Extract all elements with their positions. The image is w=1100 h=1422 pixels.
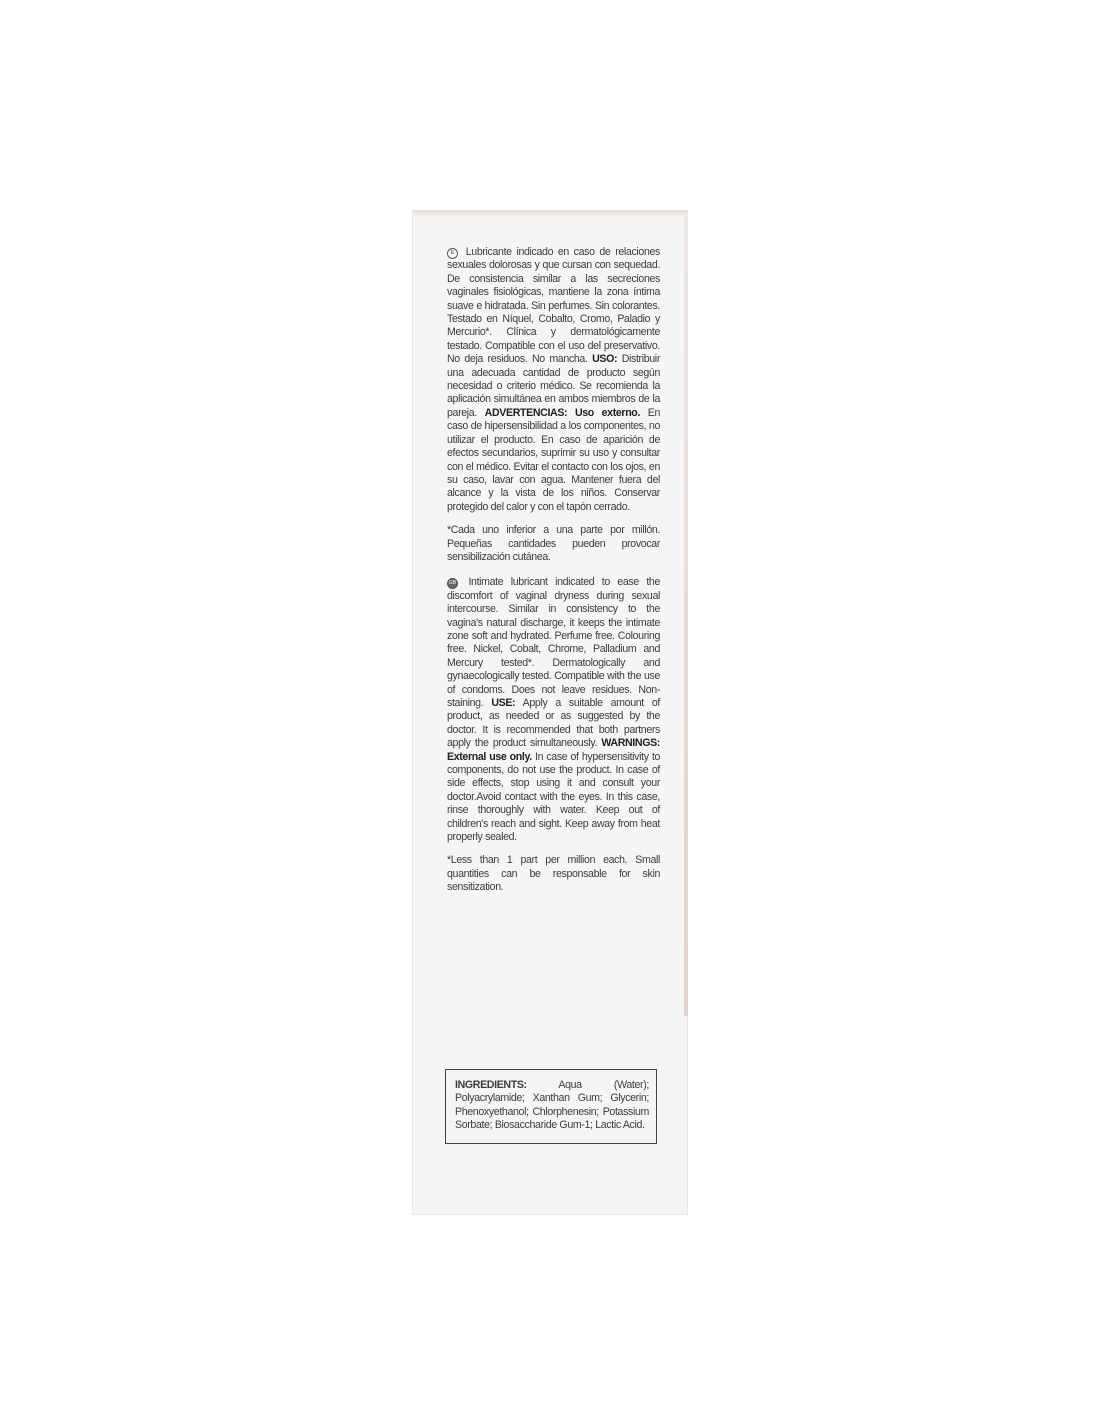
box-top-edge (412, 210, 688, 216)
english-use-text: Apply a suitable amount of product, as needed or as suggested by the doctor. It is recommended that both partners apply the product simultaneously. (447, 697, 661, 750)
spanish-footnote: *Cada uno inferior a una parte por millón. Pequeñas cantidades pueden provocar sensibilización cutánea. (447, 524, 660, 563)
english-use-label: USE: (491, 697, 516, 709)
english-warnings-text: In case of hypersensitivity to components, do not use the product. In case of side effects, stop using it and consult your doctor.Avoid contact with the eyes. In this case, rinse thoroughly with water. Keep out of children's reach and sight. Keep away from heat properly sealed. (447, 750, 660, 844)
spanish-warnings-label: ADVERTENCIAS: Uso externo. (484, 406, 641, 419)
english-warnings-label: WARNINGS: External use only. (447, 737, 660, 763)
ingredients-text: Aqua (Water); Polyacrylamide; Xanthan Gum; Glycerin; Phenoxyethanol; Chlorphenesin; Potassium Sorbate; Biosaccharide Gum-1; Lactic Acid. (455, 1079, 649, 1132)
spain-flag-icon: E (447, 248, 458, 259)
spanish-use-label: USO: (592, 353, 618, 366)
ingredients-label: INGREDIENTS: (455, 1079, 527, 1091)
english-footnote: *Less than 1 part per million each. Small quantities can be responsable for skin sensitization. (447, 854, 660, 894)
spanish-warnings-text: En caso de hipersensibilidad a los componentes, no utilizar el producto. En caso de aparición de efectos secundarios, suprimir su uso y consultar con el médico. Evitar el contacto con los ojos, en su caso, lavar con agua. Mantener fuera del alcance y la vista de los niños. Conservar protegido del calor y con el tapón cerrado. (447, 406, 661, 513)
english-intro: Intimate lubricant indicated to ease the discomfort of vaginal dryness during sexual intercourse. Similar in consistency to the vagina's natural discharge, it keeps the intimate zone soft and hydrated. Perfume free. Colouring free. Nickel, Cobalt, Chrome, Palladium and Mercury tested*. Dermatologically and gynaecologically tested. Compatible with the use of condoms. Does not leave residues. Non-staining. (447, 576, 660, 709)
spanish-use-text: Distribuir una adecuada cantidad de producto según necesidad o criterio médico. Se recomienda la aplicación simultánea en ambos miembros de la pareja. (447, 353, 660, 419)
english-description (447, 576, 660, 844)
ingredients-box (445, 1069, 657, 1144)
spanish-intro: Lubricante indicado en caso de relaciones sexuales dolorosas y que cursan con sequedad. De consistencia similar a las secreciones vaginales fisiológicas, mantiene la zona íntima suave e hidratada. Sin perfumes. Sin colorantes. Testado en Níquel, Cobalto, Cromo, Paladio y Mercurio*. Clínica y dermatológicamente testado. Compatible con el uso del preservativo. No deja residuos. No mancha. (447, 246, 660, 366)
label-text-block (447, 246, 660, 905)
box-right-edge (684, 216, 688, 1016)
uk-flag-icon: GB (447, 578, 458, 589)
spanish-description (447, 246, 660, 514)
